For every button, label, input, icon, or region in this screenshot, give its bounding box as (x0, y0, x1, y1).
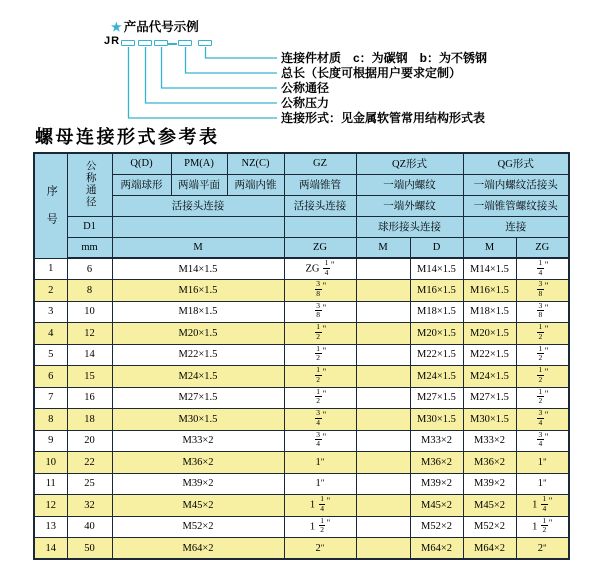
table-row (34, 387, 569, 409)
header-q-desc: 两端球形 (112, 174, 171, 195)
code-box-2 (138, 40, 152, 46)
table-row (34, 301, 569, 323)
cell-qg-m: M16×1.5 (463, 280, 516, 302)
cell-qg-m: M14×1.5 (463, 258, 516, 280)
cell-seq: 6 (34, 366, 67, 388)
cell-seq: 5 (34, 344, 67, 366)
cell-qz-d: M33×2 (410, 430, 463, 452)
header-gz-zg: ZG (284, 237, 356, 258)
cell-gz-size: $\frac{1}{2}$ " (284, 366, 356, 388)
connector-line-material (206, 47, 278, 58)
cell-qg-m: M18×1.5 (463, 301, 516, 323)
cell-qz-d: M14×1.5 (410, 258, 463, 280)
cell-qg-zg: $\frac{3}{4}$ " (516, 409, 569, 431)
code-box-3 (154, 40, 168, 46)
connector-line-pressure (146, 47, 278, 103)
code-label-length: 总长（长度可根据用户要求定制） (281, 66, 462, 80)
cell-qg-zg: $\frac{1}{2}$ " (516, 366, 569, 388)
cell-nominal-dia-mm: 10 (67, 301, 112, 323)
table-title: 螺母连接形式参考表 (35, 127, 220, 147)
cell-m-thread: M52×2 (112, 516, 284, 538)
table-row (34, 452, 569, 474)
table-row (34, 409, 569, 431)
cell-qg-zg: 2" (516, 538, 569, 560)
cell-m-thread: M27×1.5 (112, 387, 284, 409)
code-label-diameter: 公称通径 (281, 81, 330, 95)
cell-gz-size: 1 $\frac{1}{4}$ " (284, 495, 356, 517)
cell-m-thread: M20×1.5 (112, 323, 284, 345)
code-box-4 (178, 40, 192, 46)
header-col-q: Q(D) (112, 153, 171, 174)
cell-qz-m (356, 409, 410, 431)
header-qg-zg: ZG (516, 237, 569, 258)
cell-qg-m: M36×2 (463, 452, 516, 474)
nut-connection-table (33, 152, 570, 560)
header-union-connection: 活接头连接 (112, 195, 284, 216)
cell-qz-m (356, 344, 410, 366)
cell-nominal-dia-mm: 15 (67, 366, 112, 388)
table-header (34, 153, 569, 258)
cell-qz-m (356, 280, 410, 302)
cell-qg-m: M30×1.5 (463, 409, 516, 431)
cell-qz-m (356, 323, 410, 345)
cell-m-thread: M45×2 (112, 495, 284, 517)
header-qz-m: M (356, 237, 410, 258)
cell-qz-m (356, 366, 410, 388)
cell-nominal-dia-mm: 25 (67, 473, 112, 495)
cell-qg-zg: $\frac{1}{2}$ " (516, 323, 569, 345)
header-col-qz: QZ形式 (356, 153, 463, 174)
cell-nominal-dia-mm: 18 (67, 409, 112, 431)
cell-seq: 7 (34, 387, 67, 409)
cell-m-thread: M22×1.5 (112, 344, 284, 366)
header-seq-label: 序号 (45, 184, 58, 241)
connector-line-diameter (162, 47, 278, 88)
cell-qz-d: M52×2 (410, 516, 463, 538)
code-label-pressure: 公称压力 (281, 96, 330, 110)
cell-m-thread: M36×2 (112, 452, 284, 474)
cell-qz-m (356, 495, 410, 517)
cell-m-thread: M24×1.5 (112, 366, 284, 388)
cell-qg-m: M22×1.5 (463, 344, 516, 366)
cell-qg-zg: 1 $\frac{1}{2}$ " (516, 516, 569, 538)
cell-qz-d: M22×1.5 (410, 344, 463, 366)
cell-qg-zg: 1 $\frac{1}{4}$ " (516, 495, 569, 517)
cell-gz-size: $\frac{1}{2}$ " (284, 344, 356, 366)
cell-gz-size: ZG $\frac{1}{4}$ " (284, 258, 356, 280)
cell-qg-m: M64×2 (463, 538, 516, 560)
cell-seq: 8 (34, 409, 67, 431)
cell-qz-d: M36×2 (410, 452, 463, 474)
table-row (34, 344, 569, 366)
cell-nominal-dia-mm: 20 (67, 430, 112, 452)
header-qz-connection: 球形接头连接 (356, 216, 463, 237)
table-row (34, 280, 569, 302)
star-icon: ★ (111, 20, 122, 34)
cell-nominal-dia-mm: 14 (67, 344, 112, 366)
cell-m-thread: M14×1.5 (112, 258, 284, 280)
cell-gz-size: 2" (284, 538, 356, 560)
cell-qg-zg: 1" (516, 452, 569, 474)
cell-qg-zg: $\frac{1}{2}$ " (516, 344, 569, 366)
cell-qz-m (356, 452, 410, 474)
cell-gz-size: $\frac{3}{8}$ " (284, 280, 356, 302)
cell-gz-size: $\frac{3}{8}$ " (284, 301, 356, 323)
cell-nominal-dia-mm: 50 (67, 538, 112, 560)
cell-gz-size: 1" (284, 473, 356, 495)
cell-qg-zg: $\frac{3}{8}$ " (516, 301, 569, 323)
cell-qg-zg: $\frac{1}{2}$ " (516, 387, 569, 409)
cell-qz-d: M20×1.5 (410, 323, 463, 345)
cell-qz-d: M24×1.5 (410, 366, 463, 388)
header-gz-desc: 两端锥管 (284, 174, 356, 195)
cell-gz-size: $\frac{1}{2}$ " (284, 323, 356, 345)
header-col-gz: GZ (284, 153, 356, 174)
table-row (34, 430, 569, 452)
code-box-1 (121, 40, 135, 46)
header-m-main: M (112, 237, 284, 258)
cell-seq: 10 (34, 452, 67, 474)
cell-seq: 14 (34, 538, 67, 560)
cell-seq: 13 (34, 516, 67, 538)
cell-qg-zg: $\frac{3}{4}$ " (516, 430, 569, 452)
cell-qz-d: M27×1.5 (410, 387, 463, 409)
table-row (34, 366, 569, 388)
cell-m-thread: M33×2 (112, 430, 284, 452)
header-qg-m: M (463, 237, 516, 258)
cell-qz-m (356, 387, 410, 409)
cell-nominal-dia-mm: 12 (67, 323, 112, 345)
cell-qz-d: M16×1.5 (410, 280, 463, 302)
header-nominal-dia (67, 153, 112, 216)
cell-nominal-dia-mm: 16 (67, 387, 112, 409)
cell-qg-m: M52×2 (463, 516, 516, 538)
header-blank-gz (284, 216, 356, 237)
cell-seq: 11 (34, 473, 67, 495)
header-qz-desc1: 一端内螺纹 (356, 174, 463, 195)
header-mm: mm (67, 237, 112, 258)
table-row (34, 516, 569, 538)
header-qg-desc1: 一端内螺纹活接头 (463, 174, 569, 195)
cell-qg-m: M20×1.5 (463, 323, 516, 345)
header-qz-desc2: 一端外螺纹 (356, 195, 463, 216)
cell-seq: 9 (34, 430, 67, 452)
table-row (34, 473, 569, 495)
header-gz-connection: 活接头连接 (284, 195, 356, 216)
header-col-nz: NZ(C) (227, 153, 284, 174)
header-pm-desc: 两端平面 (171, 174, 227, 195)
cell-qz-d: M64×2 (410, 538, 463, 560)
header-nz-desc: 两端内锥 (227, 174, 284, 195)
table-row (34, 323, 569, 345)
cell-nominal-dia-mm: 6 (67, 258, 112, 280)
header-qg-connection: 连接 (463, 216, 569, 237)
header-col-qg: QG形式 (463, 153, 569, 174)
cell-nominal-dia-mm: 22 (67, 452, 112, 474)
cell-m-thread: M64×2 (112, 538, 284, 560)
code-box-5 (198, 40, 212, 46)
header-d1: D1 (67, 216, 112, 237)
code-dash (168, 43, 177, 45)
cell-seq: 12 (34, 495, 67, 517)
product-code-heading-text: 产品代号示例 (123, 20, 199, 34)
cell-gz-size: 1" (284, 452, 356, 474)
cell-m-thread: M39×2 (112, 473, 284, 495)
cell-qg-m: M45×2 (463, 495, 516, 517)
cell-m-thread: M16×1.5 (112, 280, 284, 302)
cell-qg-zg: $\frac{3}{8}$ " (516, 280, 569, 302)
cell-m-thread: M30×1.5 (112, 409, 284, 431)
table-row (34, 538, 569, 560)
table-row (34, 495, 569, 517)
code-label-material: 连接件材质 c：为碳钢 b：为不锈钢 (281, 51, 488, 65)
cell-qg-m: M39×2 (463, 473, 516, 495)
product-code-heading (111, 17, 199, 35)
cell-qz-m (356, 258, 410, 280)
cell-qz-m (356, 538, 410, 560)
cell-qg-zg: 1" (516, 473, 569, 495)
cell-qz-m (356, 516, 410, 538)
cell-qz-m (356, 473, 410, 495)
cell-qz-d: M45×2 (410, 495, 463, 517)
cell-gz-size: $\frac{1}{2}$ " (284, 387, 356, 409)
cell-qz-d: M30×1.5 (410, 409, 463, 431)
cell-qz-d: M39×2 (410, 473, 463, 495)
cell-nominal-dia-mm: 32 (67, 495, 112, 517)
header-blank-union (112, 216, 284, 237)
header-nominal-dia-label: 公称通径 (84, 160, 96, 208)
cell-seq: 3 (34, 301, 67, 323)
cell-gz-size: $\frac{3}{4}$ " (284, 430, 356, 452)
cell-qg-zg: $\frac{1}{4}$ " (516, 258, 569, 280)
header-qz-d: D (410, 237, 463, 258)
cell-qz-d: M18×1.5 (410, 301, 463, 323)
header-seq (34, 153, 67, 258)
cell-qg-m: M27×1.5 (463, 387, 516, 409)
cell-seq: 1 (34, 258, 67, 280)
table-row (34, 258, 569, 280)
cell-qz-m (356, 430, 410, 452)
code-label-form: 连接形式：见金属软管常用结构形式表 (281, 111, 486, 125)
header-qg-desc2: 一端锥管螺纹接头 (463, 195, 569, 216)
cell-qz-m (356, 301, 410, 323)
cell-qg-m: M33×2 (463, 430, 516, 452)
cell-nominal-dia-mm: 8 (67, 280, 112, 302)
table-body (34, 258, 569, 559)
cell-m-thread: M18×1.5 (112, 301, 284, 323)
cell-seq: 2 (34, 280, 67, 302)
header-col-pm: PM(A) (171, 153, 227, 174)
cell-nominal-dia-mm: 40 (67, 516, 112, 538)
product-code-prefix: JR (104, 35, 121, 47)
cell-gz-size: 1 $\frac{1}{2}$ " (284, 516, 356, 538)
cell-gz-size: $\frac{3}{4}$ " (284, 409, 356, 431)
connector-line-length (186, 47, 278, 73)
cell-seq: 4 (34, 323, 67, 345)
cell-qg-m: M24×1.5 (463, 366, 516, 388)
